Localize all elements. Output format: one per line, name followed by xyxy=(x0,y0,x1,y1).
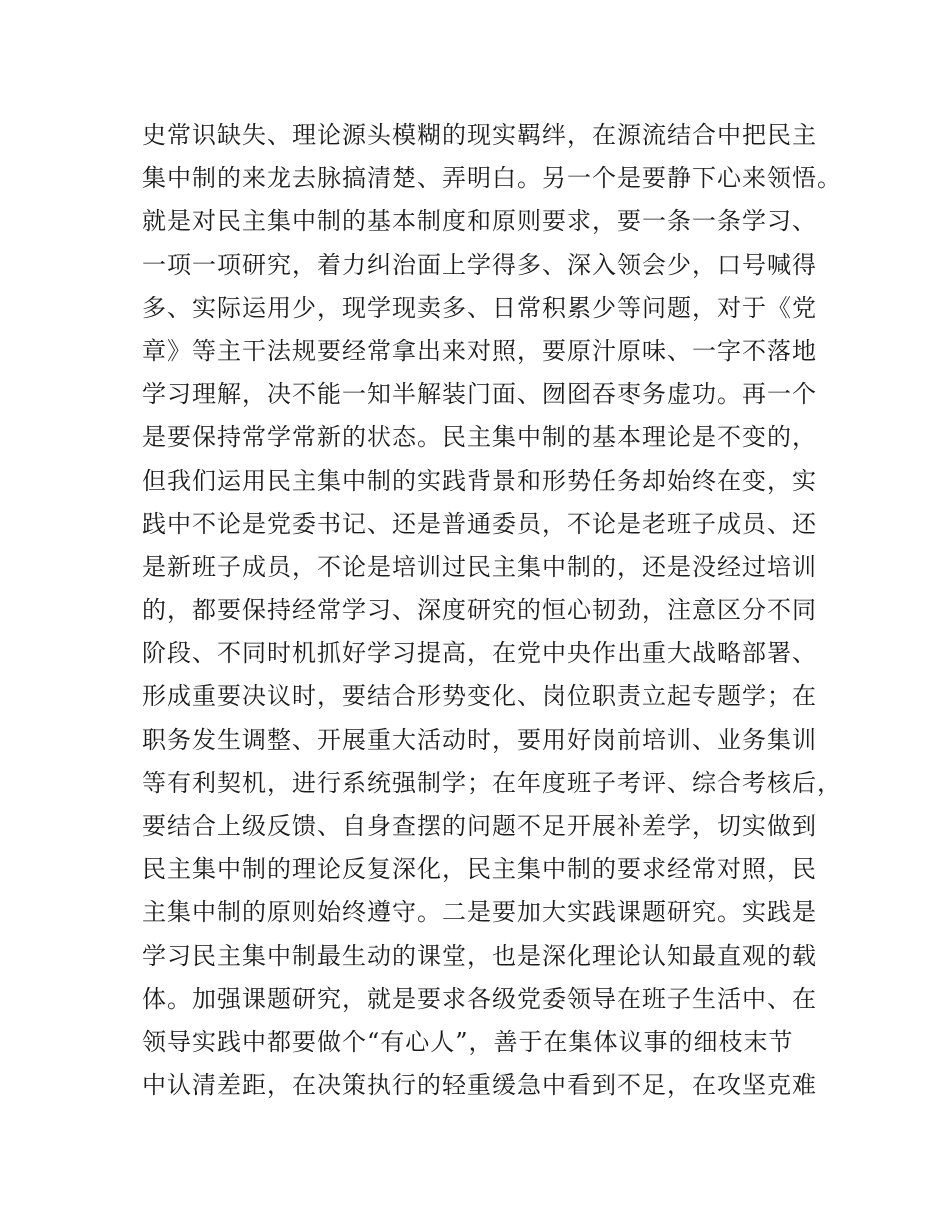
text-line: 的，都要保持经常学习、深度研究的恒心韧劲，注意区分不同 xyxy=(142,596,817,625)
text-line: 一项一项研究，着力纠治面上学得多、深入领会少，口号喊得 xyxy=(142,250,817,279)
text-line: 领导实践中都要做个“有心人”，善于在集体议事的细枝末节 xyxy=(142,1027,794,1056)
body-paragraph xyxy=(142,114,842,1107)
text-line: 体。加强课题研究，就是要求各级党委领导在班子生活中、在 xyxy=(142,984,817,1013)
text-line: 主集中制的原则始终遵守。二是要加大实践课题研究。实践是 xyxy=(142,898,817,927)
text-line: 形成重要决议时，要结合形势变化、岗位职责立起专题学；在 xyxy=(142,682,817,711)
text-line: 就是对民主集中制的基本制度和原则要求，要一条一条学习、 xyxy=(142,207,817,236)
text-line: 职务发生调整、开展重大活动时，要用好岗前培训、业务集训 xyxy=(142,725,817,754)
text-line: 学习理解，决不能一知半解装门面、囫囵吞枣务虚功。再一个 xyxy=(142,380,817,409)
text-line: 中认清差距，在决策执行的轻重缓急中看到不足，在攻坚克难 xyxy=(142,1071,817,1100)
text-line: 但我们运用民主集中制的实践背景和形势任务却始终在变，实 xyxy=(142,466,817,495)
text-line: 阶段、不同时机抓好学习提高，在党中央作出重大战略部署、 xyxy=(142,639,817,668)
text-line: 史常识缺失、理论源头模糊的现实羁绊，在源流结合中把民主 xyxy=(142,121,817,149)
text-line: 民主集中制的理论反复深化，民主集中制的要求经常对照，民 xyxy=(142,855,817,884)
text-line: 是要保持常学常新的状态。民主集中制的基本理论是不变的， xyxy=(142,423,817,452)
text-line: 是新班子成员，不论是培训过民主集中制的，还是没经过培训 xyxy=(142,552,817,581)
text-line: 多、实际运用少，现学现卖多、日常积累少等问题，对于《党 xyxy=(142,293,817,322)
text-line: 要结合上级反馈、自身查摆的问题不足开展补差学，切实做到 xyxy=(142,812,817,840)
text-line: 学习民主集中制最生动的课堂，也是深化理论认知最直观的载 xyxy=(142,941,817,970)
text-line: 践中不论是党委书记、还是普通委员，不论是老班子成员、还 xyxy=(142,509,817,538)
text-line: 等有利契机，进行系统强制学；在年度班子考评、综合考核后， xyxy=(142,768,842,797)
text-line: 集中制的来龙去脉搞清楚、弄明白。另一个是要静下心来领悟。 xyxy=(142,164,842,193)
text-line: 章》等主干法规要经常拿出来对照，要原汁原味、一字不落地 xyxy=(142,336,817,365)
